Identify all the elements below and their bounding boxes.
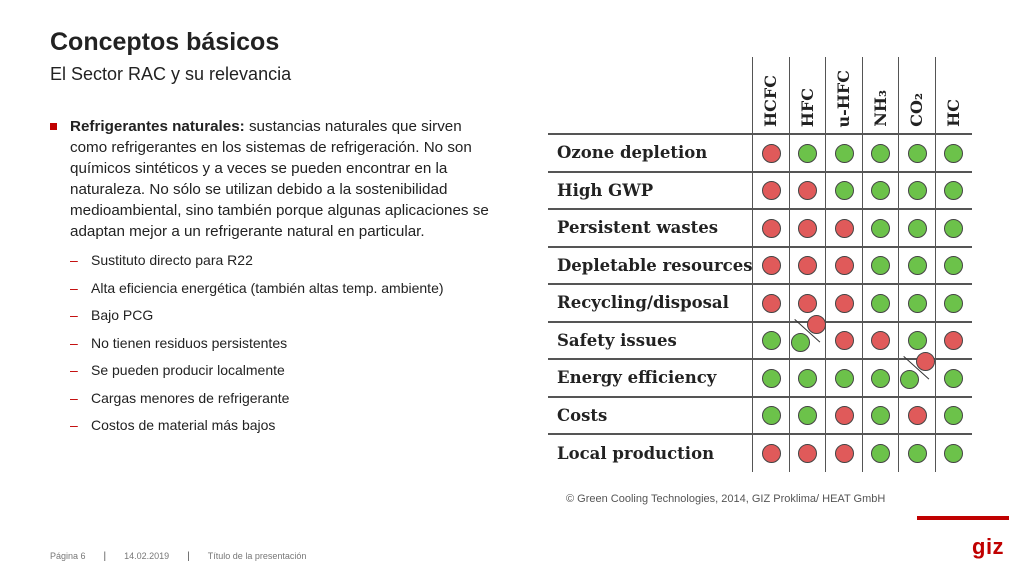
dash-icon: – [70,417,78,433]
rating-cell [899,209,936,247]
column-header [789,57,826,134]
sub-bullet-text: Alta eficiencia energética (también altas temp. ambiente) [91,279,444,296]
main-bullet-bold: Refrigerantes naturales: [70,118,245,135]
row-label: Costs [548,397,753,435]
rating-cell [899,397,936,435]
column-header-label: HC [943,99,963,127]
rating-cell [789,359,826,397]
green-dot-icon [871,181,890,200]
red-dot-icon [916,352,935,371]
rating-cell [862,284,899,322]
column-header-label: HFC [797,87,817,127]
red-dot-icon [835,444,854,463]
rating-cell [826,434,863,472]
rating-cell [826,359,863,397]
green-dot-icon [908,219,927,238]
red-dot-icon [762,144,781,163]
green-dot-icon [944,406,963,425]
column-header-label: u-HFC [834,69,854,127]
rating-cell [935,209,972,247]
rating-cell [935,397,972,435]
red-dot-icon [798,219,817,238]
row-label: Energy efficiency [548,359,753,397]
sub-bullet [70,389,500,417]
rating-cell [862,134,899,172]
footer-separator: | [103,551,107,562]
red-dot-icon [762,294,781,313]
column-header-label: HCFC [761,75,781,127]
red-dot-icon [835,219,854,238]
rating-cell [826,247,863,285]
page-number: Página 6 [50,551,86,561]
rating-cell [753,397,790,435]
table-row [548,284,972,322]
logo-accent-line [917,516,1009,520]
rating-cell [862,247,899,285]
green-dot-icon [944,181,963,200]
rating-cell [753,247,790,285]
rating-cell [789,434,826,472]
rating-cell [935,284,972,322]
green-dot-icon [944,369,963,388]
rating-cell [935,247,972,285]
rating-cell [899,434,936,472]
column-header-label: NH₃ [870,90,890,127]
sub-bullet [70,416,500,444]
green-dot-icon [871,256,890,275]
rating-cell [862,322,899,360]
dash-icon: – [70,252,78,268]
sub-bullet-text: Cargas menores de refrigerante [91,389,290,406]
table-row [548,434,972,472]
red-dot-icon [798,444,817,463]
table-row [548,209,972,247]
red-dot-icon [835,331,854,350]
rating-cell [826,134,863,172]
rating-cell [789,172,826,210]
dash-icon: – [70,389,78,406]
row-label: Local production [557,443,715,463]
column-header [753,57,790,134]
green-dot-icon [762,369,781,388]
main-bullet-body: sustancias naturales que sirven como refrigerantes en los sistemas de refrigeración. No son químicos sintéticos y a veces se pueden encontrar en la naturaleza. No sólo se utilizan debido a la sostenibilidad medioambiental, sino también porque algunas aplicaciones se adaptan mejor a un refrigerante natural en particular. [70,118,489,240]
rating-cell [753,322,790,360]
rating-cell [789,322,826,360]
rating-cell [862,397,899,435]
dash-icon: – [70,334,78,351]
rating-cell [789,134,826,172]
green-dot-icon [944,144,963,163]
sub-bullet-text: Costos de material más bajos [91,417,276,433]
green-dot-icon [944,294,963,313]
slide-footer [50,551,306,562]
rating-cell [935,322,972,360]
rating-cell [789,209,826,247]
green-dot-icon [835,369,854,388]
green-dot-icon [871,294,890,313]
sub-bullet [70,279,500,307]
footer-date: 14.02.2019 [124,551,170,561]
rating-cell [826,284,863,322]
red-dot-icon [762,219,781,238]
green-dot-icon [835,181,854,200]
square-bullet-icon [50,123,57,130]
sub-bullet [70,306,500,334]
row-label: High GWP [548,172,753,210]
rating-cell [935,359,972,397]
green-dot-icon [798,144,817,163]
rating-cell [935,172,972,210]
table-row [548,134,972,172]
column-header [862,57,899,134]
rating-cell [789,247,826,285]
green-dot-icon [798,406,817,425]
green-dot-icon [908,331,927,350]
green-dot-icon [798,369,817,388]
green-dot-icon [944,256,963,275]
table-row [548,172,972,210]
bullet-content [50,116,500,444]
rating-cell [899,359,936,397]
table-header-row [548,57,972,134]
column-header [935,57,972,134]
rating-cell [862,359,899,397]
rating-cell [826,172,863,210]
green-dot-icon [908,144,927,163]
sub-bullet-text: No tienen residuos persistentes [91,334,288,351]
red-dot-icon [835,256,854,275]
sub-bullet-list [70,251,500,444]
green-dot-icon [944,444,963,463]
sub-bullet [70,334,500,362]
column-header-label: CO₂ [907,93,927,127]
red-dot-icon [871,331,890,350]
green-dot-icon [762,331,781,350]
sub-bullet [70,251,500,279]
rating-cell [753,434,790,472]
footer-separator: | [187,551,190,562]
dash-icon: – [70,279,78,296]
green-dot-icon [944,219,963,238]
rating-cell [862,434,899,472]
slide-subtitle: El Sector RAC y su relevancia [50,64,292,84]
table-row [548,247,972,285]
presentation-title: Título de la presentación [207,551,307,561]
dash-icon: – [70,307,78,323]
row-label: Safety issues [548,322,753,360]
row-label: Ozone depletion [548,134,753,172]
image-credit: © Green Cooling Technologies, 2014, GIZ Proklima/ HEAT GmbH [566,493,886,505]
slide-title: Conceptos básicos [50,28,280,56]
red-dot-icon [798,294,817,313]
table-row [548,322,972,360]
table-row [548,359,972,397]
green-dot-icon [835,144,854,163]
rating-cell [826,397,863,435]
red-dot-icon [908,406,927,425]
green-dot-icon [908,444,927,463]
row-label: Recycling/disposal [548,284,753,322]
column-header [826,57,863,134]
green-dot-icon [871,144,890,163]
red-dot-icon [944,331,963,350]
green-dot-icon [871,406,890,425]
rating-cell [899,284,936,322]
rating-cell [899,247,936,285]
rating-cell [753,359,790,397]
red-dot-icon [762,181,781,200]
green-dot-icon [908,256,927,275]
main-bullet-text [70,116,500,242]
row-label: Depletable resources [548,247,753,285]
red-dot-icon [835,294,854,313]
green-dot-icon [900,370,919,389]
red-dot-icon [807,315,826,334]
rating-cell [753,209,790,247]
sub-bullet-text: Sustituto directo para R22 [91,252,253,268]
column-header [899,57,936,134]
green-dot-icon [908,294,927,313]
rating-cell [899,172,936,210]
green-dot-icon [871,219,890,238]
row-label: Persistent wastes [548,209,753,247]
green-dot-icon [908,181,927,200]
main-bullet [50,116,500,242]
green-dot-icon [871,444,890,463]
green-dot-icon [871,369,890,388]
rating-cell [899,134,936,172]
red-dot-icon [798,256,817,275]
green-dot-icon [791,333,810,352]
rating-cell [753,172,790,210]
red-dot-icon [762,256,781,275]
rating-cell [862,172,899,210]
dash-icon: – [70,362,78,378]
red-dot-icon [798,181,817,200]
rating-cell [753,134,790,172]
sub-bullet-text: Bajo PCG [91,307,154,323]
rating-cell [826,209,863,247]
red-dot-icon [762,444,781,463]
rating-cell [753,284,790,322]
sub-bullet-text: Se pueden producir localmente [91,362,285,378]
table-row [548,397,972,435]
table-body [548,134,972,472]
rating-cell [826,322,863,360]
sub-bullet [70,361,500,389]
rating-cell [935,434,972,472]
split-rating [790,323,826,359]
green-dot-icon [762,406,781,425]
rating-cell [862,209,899,247]
refrigerant-comparison-table [548,57,972,472]
red-dot-icon [835,406,854,425]
split-rating [899,360,935,396]
table-corner [548,57,753,134]
rating-cell [935,134,972,172]
rating-cell [789,397,826,435]
giz-logo: giz [972,534,1005,559]
